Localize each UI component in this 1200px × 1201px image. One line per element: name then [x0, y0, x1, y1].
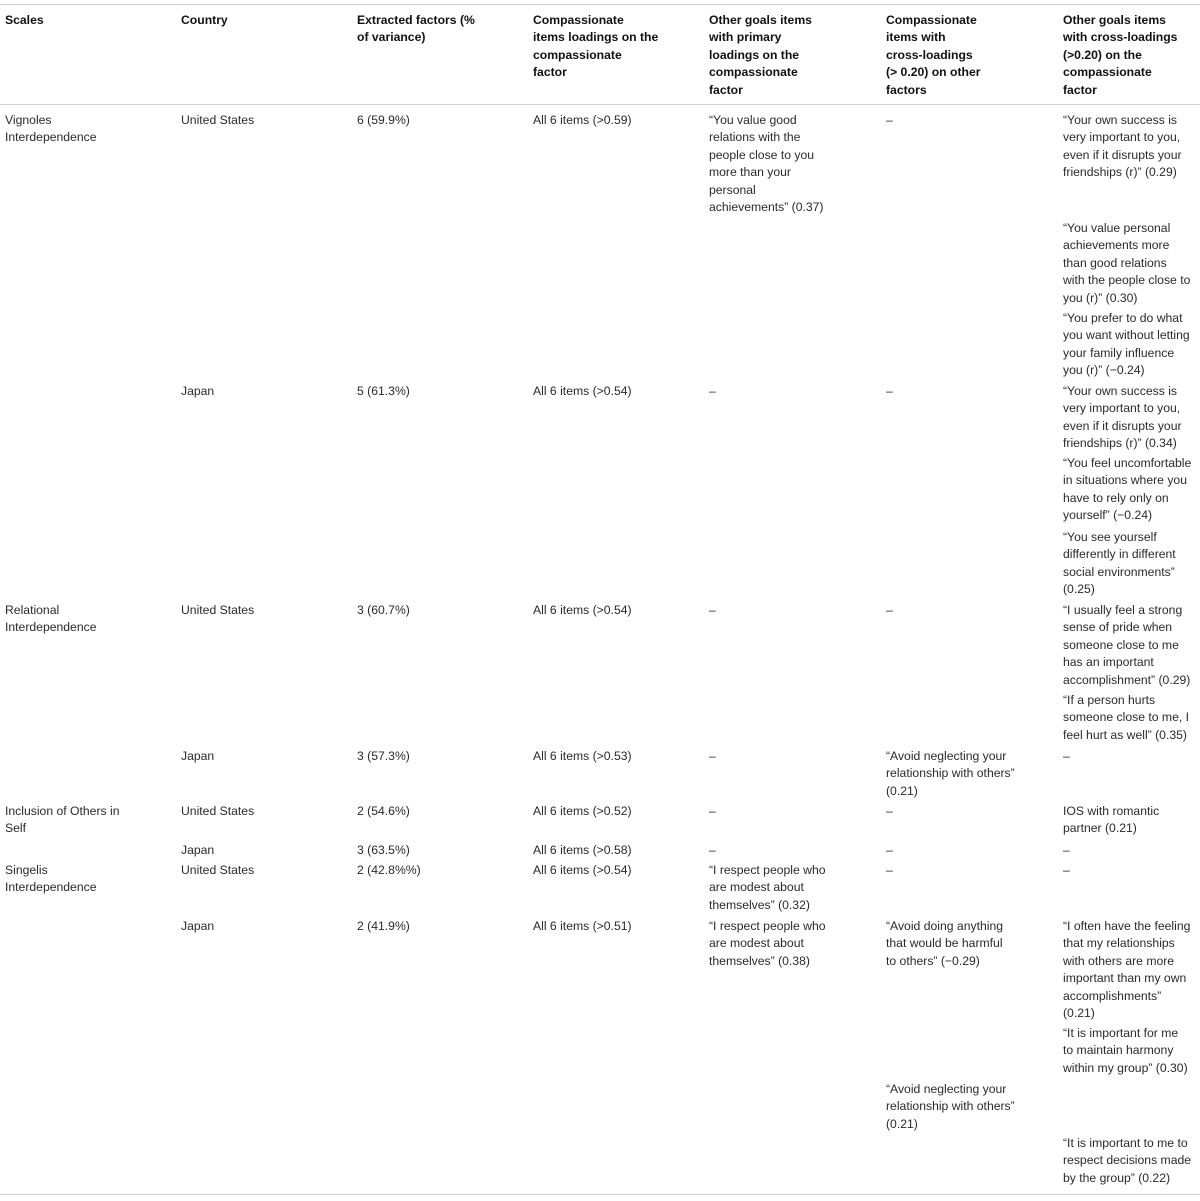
cell-text-line: than good relations: [1063, 255, 1167, 270]
cell-text-line: you want without letting: [1063, 328, 1190, 343]
cell-text-line: “You value good: [709, 113, 797, 127]
country-cell: United States: [181, 863, 255, 877]
cell-text-line: relationship with others”: [886, 766, 1015, 781]
cell-text-line: accomplishments”: [1063, 988, 1162, 1003]
primary-loading-cell: –: [709, 843, 716, 857]
cell-text-line: “Avoid doing anything: [886, 919, 1003, 933]
cell-text-line: “I respect people who: [709, 863, 826, 877]
header-country: Country: [181, 13, 228, 27]
primary-loading-cell: [709, 918, 826, 970]
cell-text-line: you (r)” (0.30): [1063, 290, 1138, 305]
scale-label: [5, 112, 96, 147]
factors-cell: 6 (59.9%): [357, 113, 410, 127]
cell-text-line: social environments”: [1063, 564, 1175, 579]
cell-text-line: “Your own success is: [1063, 113, 1178, 127]
primary-loading-cell: –: [709, 804, 716, 818]
cell-text-line: (0.25): [1063, 582, 1095, 597]
cell-text-line: Interdependence: [5, 130, 97, 145]
table-bottom-rule: [0, 1194, 1200, 1195]
cell-text-line: very important to you,: [1063, 401, 1181, 416]
cell-text-line: compassionate: [1063, 65, 1152, 80]
cell-text-line: with cross-loadings: [1063, 30, 1178, 45]
factors-cell: 5 (61.3%): [357, 384, 410, 398]
other-cross-cell: [1063, 310, 1190, 380]
cell-text-line: “You see yourself: [1063, 530, 1157, 544]
cell-text-line: within my group” (0.30): [1063, 1060, 1188, 1075]
country-cell: Japan: [181, 749, 215, 763]
cell-text-line: Extracted factors (%: [357, 13, 475, 27]
factors-cell: 3 (57.3%): [357, 749, 410, 763]
cell-text-line: compassionate: [533, 47, 622, 62]
country-cell: Japan: [181, 843, 215, 857]
cell-text-line: items loadings on the: [533, 30, 659, 45]
header-compassionate-loadings: [533, 12, 658, 82]
header-other-goals-cross: [1063, 12, 1177, 99]
compassionate-cross-cell: –: [886, 113, 893, 127]
cell-text-line: Other goals items: [709, 13, 812, 27]
cell-text-line: “Avoid neglecting your: [886, 749, 1007, 763]
cell-text-line: (0.21): [1063, 1006, 1095, 1021]
other-cross-cell: [1063, 602, 1190, 689]
other-cross-cell: [1063, 918, 1190, 1022]
cell-text-line: your family influence: [1063, 345, 1175, 360]
cell-text-line: (0.21): [886, 783, 918, 798]
cell-text-line: has an important: [1063, 655, 1154, 670]
other-cross-cell: [1063, 692, 1189, 744]
cell-text-line: themselves” (0.32): [709, 897, 810, 912]
cell-text-line: very important to you,: [1063, 130, 1181, 145]
cell-text-line: compassionate: [709, 65, 798, 80]
cell-text-line: Inclusion of Others in: [5, 804, 120, 818]
cell-text-line: friendships (r)” (0.29): [1063, 165, 1177, 180]
cell-text-line: “I respect people who: [709, 919, 826, 933]
cell-text-line: to others” (−0.29): [886, 953, 980, 968]
cell-text-line: “You prefer to do what: [1063, 311, 1183, 325]
compassionate-cross-cell: –: [886, 804, 893, 818]
cell-text-line: Compassionate: [533, 13, 624, 27]
cell-text-line: Interdependence: [5, 620, 97, 635]
cell-text-line: factors: [886, 82, 927, 97]
cell-text-line: “I often have the feeling: [1063, 919, 1191, 933]
primary-loading-cell: –: [709, 603, 716, 617]
cell-text-line: “You feel uncomfortable: [1063, 456, 1192, 470]
primary-loading-cell: [709, 112, 823, 216]
cell-text-line: differently in different: [1063, 547, 1176, 562]
loadings-cell: All 6 items (>0.54): [533, 603, 632, 617]
cell-text-line: Vignoles: [5, 113, 52, 127]
cell-text-line: are modest about: [709, 880, 804, 895]
cell-text-line: Singelis: [5, 863, 48, 877]
country-cell: Japan: [181, 384, 215, 398]
other-cross-cell: –: [1063, 863, 1070, 877]
other-cross-cell: [1063, 803, 1159, 838]
cell-text-line: “I usually feel a strong: [1063, 603, 1183, 617]
cell-text-line: sense of pride when: [1063, 620, 1173, 635]
factors-cell: 3 (60.7%): [357, 603, 410, 617]
cell-text-line: items with: [886, 30, 946, 45]
header-scales: Scales: [5, 13, 44, 27]
compassionate-cross-cell: –: [886, 843, 893, 857]
cell-text-line: Compassionate: [886, 13, 977, 27]
cell-text-line: IOS with romantic: [1063, 804, 1160, 818]
other-cross-cell: [1063, 383, 1182, 453]
compassionate-cross-cell: –: [886, 863, 893, 877]
cell-text-line: respect decisions made: [1063, 1153, 1192, 1168]
cell-text-line: with others are more: [1063, 953, 1175, 968]
cell-text-line: “It is important to me to: [1063, 1136, 1188, 1150]
cell-text-line: factor: [1063, 82, 1097, 97]
cell-text-line: to maintain harmony: [1063, 1043, 1174, 1058]
cell-text-line: you (r)” (−0.24): [1063, 363, 1145, 378]
cell-text-line: more than your: [709, 165, 791, 180]
cell-text-line: “Avoid neglecting your: [886, 1082, 1007, 1096]
cell-text-line: achievements” (0.37): [709, 200, 824, 215]
scale-label: [5, 803, 119, 838]
cell-text-line: cross-loadings: [886, 47, 973, 62]
cell-text-line: Other goals items: [1063, 13, 1166, 27]
cell-text-line: factor: [533, 65, 567, 80]
cell-text-line: feel hurt as well” (0.35): [1063, 727, 1187, 742]
compassionate-cross-cell: [886, 918, 1003, 970]
factors-cell: 3 (63.5%): [357, 843, 410, 857]
loadings-cell: All 6 items (>0.51): [533, 919, 632, 933]
cell-text-line: Relational: [5, 603, 60, 617]
cell-text-line: loadings on the: [709, 47, 800, 62]
cell-text-line: (> 0.20) on other: [886, 65, 981, 80]
cell-text-line: partner (0.21): [1063, 821, 1137, 836]
cell-text-line: yourself” (−0.24): [1063, 508, 1153, 523]
compassionate-cross-cell: –: [886, 384, 893, 398]
cell-text-line: friendships (r)” (0.34): [1063, 436, 1177, 451]
cell-text-line: relations with the: [709, 130, 801, 145]
country-cell: Japan: [181, 919, 215, 933]
cell-text-line: “It is important for me: [1063, 1026, 1179, 1040]
header-extracted-factors: [357, 12, 475, 47]
cell-text-line: (0.21): [886, 1116, 918, 1131]
cell-text-line: someone close to me, I: [1063, 710, 1189, 725]
loadings-cell: All 6 items (>0.54): [533, 384, 632, 398]
cell-text-line: even if it disrupts your: [1063, 418, 1182, 433]
loadings-cell: All 6 items (>0.52): [533, 804, 632, 818]
cell-text-line: Self: [5, 821, 27, 836]
cell-text-line: of variance): [357, 30, 426, 45]
other-cross-cell: –: [1063, 749, 1070, 763]
country-cell: United States: [181, 113, 255, 127]
cell-text-line: that would be harmful: [886, 936, 1003, 951]
other-cross-cell: [1063, 112, 1182, 182]
cell-text-line: by the group” (0.22): [1063, 1170, 1171, 1185]
cell-text-line: Interdependence: [5, 880, 97, 895]
primary-loading-cell: –: [709, 384, 716, 398]
cell-text-line: “Your own success is: [1063, 384, 1178, 398]
cell-text-line: “You value personal: [1063, 221, 1171, 235]
other-cross-cell: [1063, 455, 1191, 525]
other-cross-cell: [1063, 220, 1190, 307]
country-cell: United States: [181, 603, 255, 617]
compassionate-cross-cell: –: [886, 603, 893, 617]
cell-text-line: relationship with others”: [886, 1099, 1015, 1114]
country-cell: United States: [181, 804, 255, 818]
loadings-cell: All 6 items (>0.53): [533, 749, 632, 763]
compassionate-cross-cell: [886, 1081, 1015, 1133]
other-cross-cell: [1063, 1025, 1188, 1077]
cell-text-line: with the people close to: [1063, 273, 1191, 288]
cell-text-line: in situations where you: [1063, 473, 1187, 488]
cell-text-line: accomplishment” (0.29): [1063, 672, 1191, 687]
cell-text-line: factor: [709, 82, 743, 97]
cell-text-line: have to rely only on: [1063, 490, 1169, 505]
table-top-rule: [0, 4, 1200, 5]
cell-text-line: achievements more: [1063, 238, 1170, 253]
cell-text-line: even if it disrupts your: [1063, 147, 1182, 162]
loadings-cell: All 6 items (>0.58): [533, 843, 632, 857]
loadings-cell: All 6 items (>0.54): [533, 863, 632, 877]
loadings-cell: All 6 items (>0.59): [533, 113, 632, 127]
other-cross-cell: [1063, 1135, 1191, 1187]
cell-text-line: are modest about: [709, 936, 804, 951]
cell-text-line: people close to you: [709, 147, 815, 162]
cell-text-line: with primary: [709, 30, 782, 45]
cell-text-line: important than my own: [1063, 971, 1187, 986]
factors-cell: 2 (42.8%%): [357, 863, 421, 877]
cell-text-line: that my relationships: [1063, 936, 1175, 951]
cell-text-line: someone close to me: [1063, 637, 1179, 652]
primary-loading-cell: –: [709, 749, 716, 763]
other-cross-cell: [1063, 529, 1176, 599]
cell-text-line: “If a person hurts: [1063, 693, 1156, 707]
other-cross-cell: –: [1063, 843, 1070, 857]
header-compassionate-cross: [886, 12, 980, 99]
primary-loading-cell: [709, 862, 826, 914]
compassionate-cross-cell: [886, 748, 1015, 800]
scale-label: [5, 602, 96, 637]
cell-text-line: themselves” (0.38): [709, 953, 810, 968]
factors-cell: 2 (41.9%): [357, 919, 410, 933]
factors-cell: 2 (54.6%): [357, 804, 410, 818]
header-other-goals-primary: [709, 12, 812, 99]
cell-text-line: personal: [709, 182, 756, 197]
header-bottom-rule: [0, 104, 1200, 105]
scale-label: [5, 862, 96, 897]
cell-text-line: (>0.20) on the: [1063, 47, 1142, 62]
